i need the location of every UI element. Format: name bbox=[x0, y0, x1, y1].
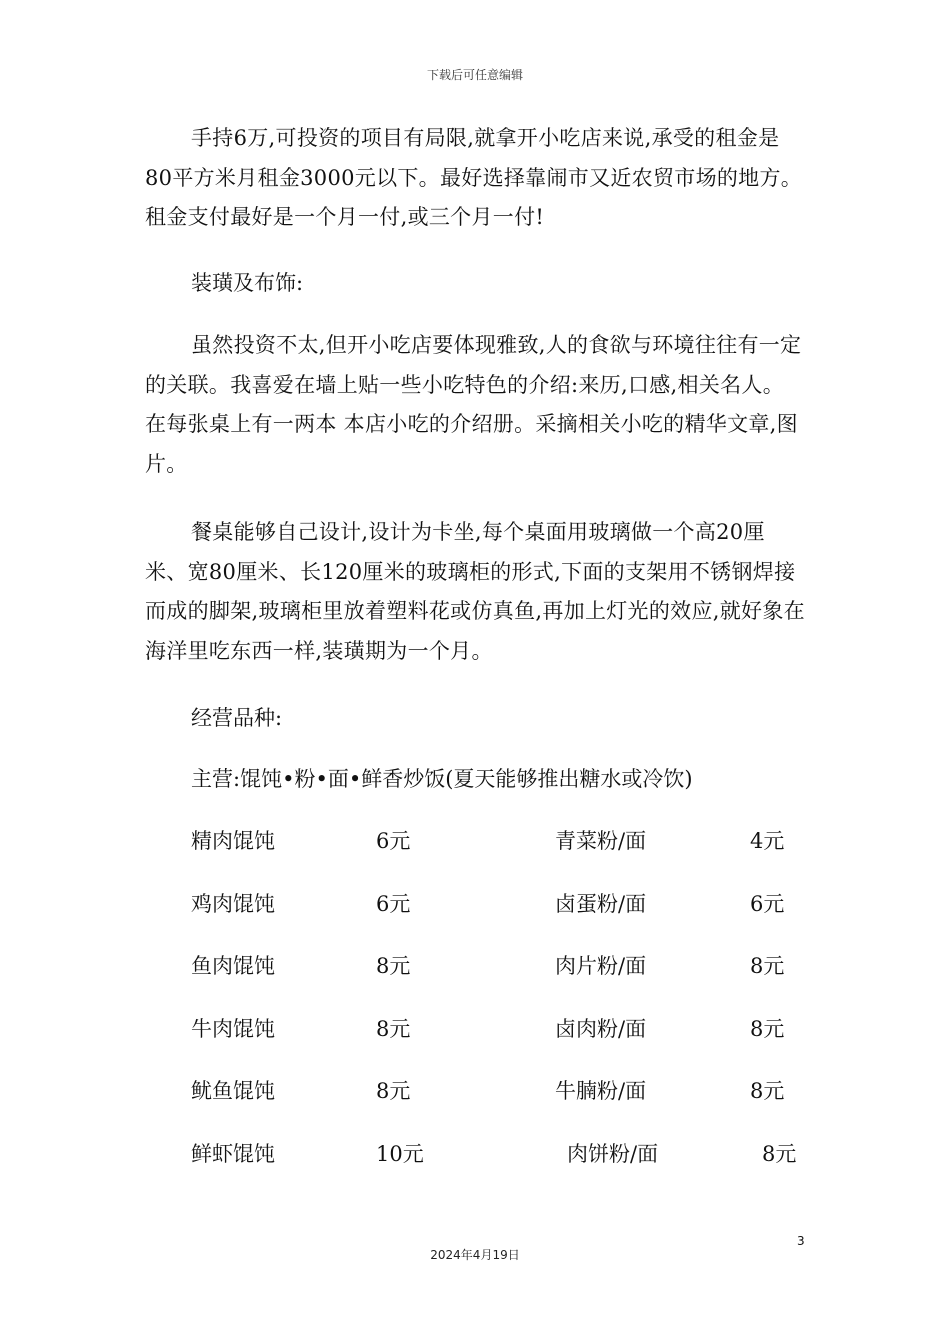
menu-item-price: 8元 bbox=[376, 1079, 411, 1103]
menu-item-name: 卤蛋粉/面 bbox=[555, 892, 647, 916]
heading-decoration: 装璜及布饰: bbox=[191, 271, 304, 295]
menu-item-price: 10元 bbox=[376, 1142, 424, 1166]
paragraph-decoration: 虽然投资不太,但开小吃店要体现雅致,人的食欲与环境往往有一定的关联。我喜爱在墙上贴一些小吃特色的介绍:来历,口感,相关名人。在每张桌上有一两本 本店小吃的介绍册。采摘相关小吃的精华文章,图片。 bbox=[145, 333, 802, 476]
menu-item-name: 卤肉粉/面 bbox=[555, 1017, 647, 1041]
menu-item-name: 牛肉馄饨 bbox=[191, 1017, 275, 1041]
menu-item-price: 6元 bbox=[750, 892, 785, 916]
menu-item-price: 6元 bbox=[376, 892, 411, 916]
heading-products: 经营品种: bbox=[191, 706, 283, 730]
menu-item-price: 4元 bbox=[750, 829, 785, 853]
menu-item-name: 肉片粉/面 bbox=[555, 954, 647, 978]
menu-item-price: 6元 bbox=[376, 829, 411, 853]
menu-item-name: 牛腩粉/面 bbox=[555, 1079, 647, 1103]
menu-item-price: 8元 bbox=[762, 1142, 797, 1166]
menu-item-price: 8元 bbox=[750, 954, 785, 978]
menu-item-price: 8元 bbox=[376, 1017, 411, 1041]
main-products: 主营:馄饨•粉•面•鲜香炒饭(夏天能够推出糖水或冷饮) bbox=[191, 767, 693, 791]
menu-item-name: 鱼肉馄饨 bbox=[191, 954, 275, 978]
menu-item-price: 8元 bbox=[376, 954, 411, 978]
page-number: 3 bbox=[797, 1234, 805, 1248]
menu-item-price: 8元 bbox=[750, 1017, 785, 1041]
menu-item-name: 鸡肉馄饨 bbox=[191, 892, 275, 916]
menu-item-price: 8元 bbox=[750, 1079, 785, 1103]
menu-item-name: 鲜虾馄饨 bbox=[191, 1142, 275, 1166]
paragraph-tables: 餐桌能够自己设计,设计为卡坐,每个桌面用玻璃做一个高20厘米、宽80厘米、长120厘米的玻璃柜的形式,下面的支架用不锈钢焊接而成的脚架,玻璃柜里放着塑料花或仿真鱼,再加上灯光的效应,就好象在海洋里吃东西一样,装璜期为一个月。 bbox=[145, 520, 805, 663]
menu-item-name: 肉饼粉/面 bbox=[567, 1142, 659, 1166]
menu-item-name: 鱿鱼馄饨 bbox=[191, 1079, 275, 1103]
menu-item-name: 精肉馄饨 bbox=[191, 829, 275, 853]
page-footer-date: 2024年4月19日 bbox=[430, 1248, 520, 1262]
paragraph-rent: 手持6万,可投资的项目有局限,就拿开小吃店来说,承受的租金是80平方米月租金3000元以下。最好选择靠闹市又近农贸市场的地方。租金支付最好是一个月一付,或三个月一付! bbox=[145, 126, 803, 229]
page-header: 下载后可任意编辑 bbox=[426, 68, 523, 82]
menu-item-name: 青菜粉/面 bbox=[555, 829, 647, 853]
